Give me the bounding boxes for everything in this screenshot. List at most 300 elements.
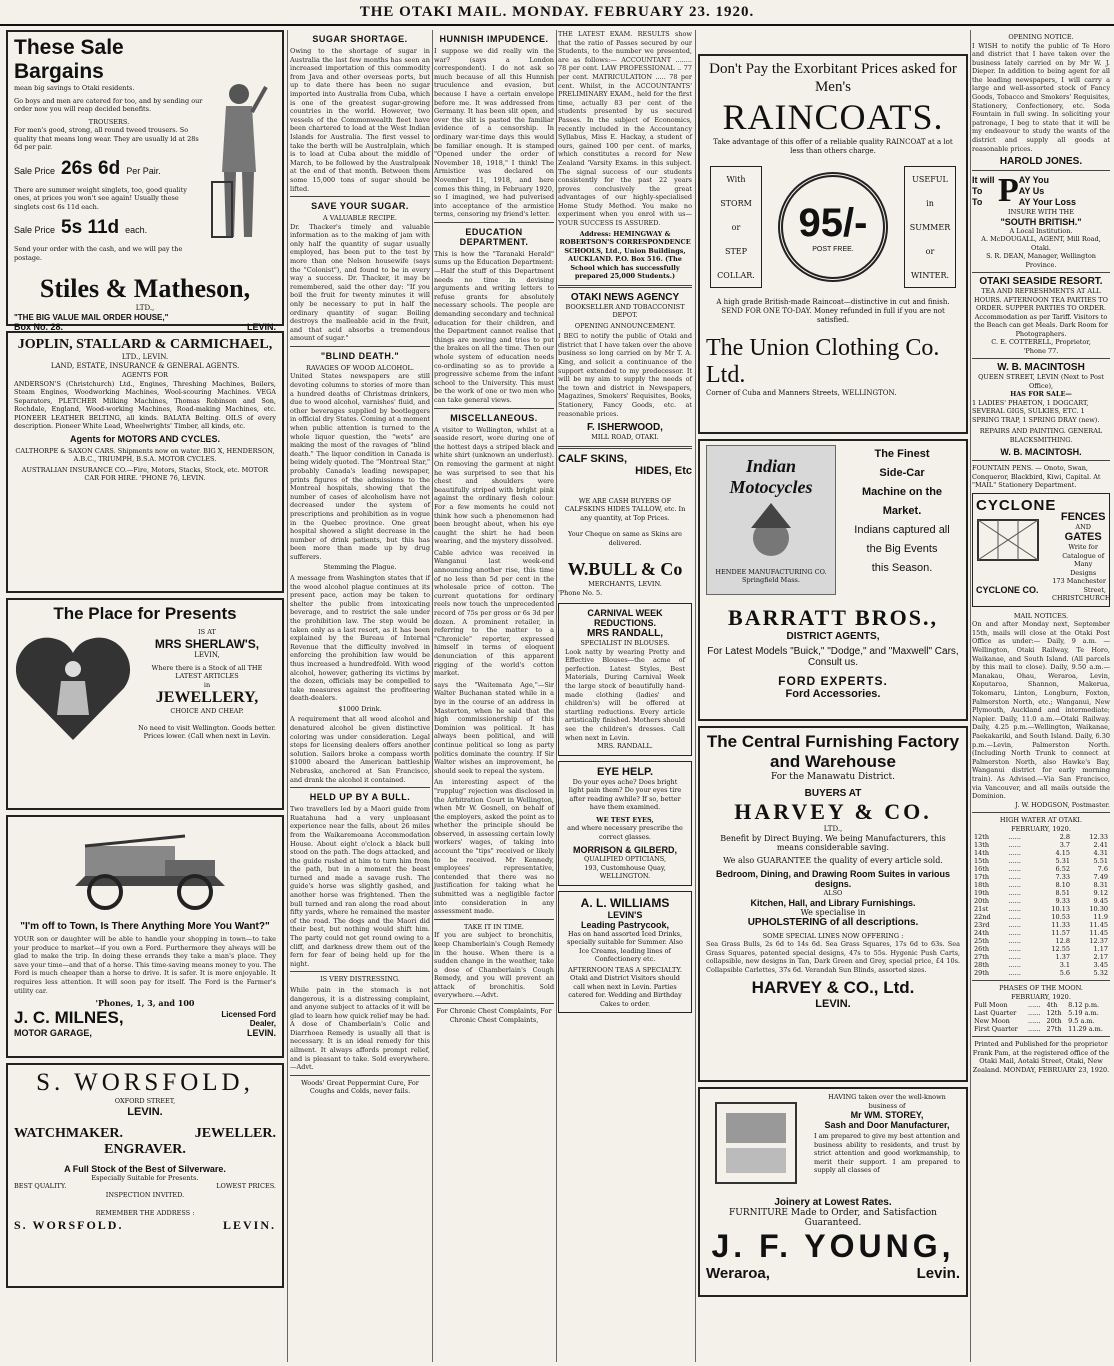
young-name: J. F. YOUNG,	[711, 1228, 955, 1264]
tide-row	[972, 913, 1110, 921]
harvey-name-2: HARVEY & CO., Ltd.	[751, 978, 915, 998]
opening-heading: OPENING NOTICE.	[1008, 33, 1074, 41]
agent-text: A. McDOUGALL, AGENT, Mill Road, Otaki.	[981, 235, 1101, 252]
dean-text: S. R. DEAN, Manager, Wellington Province.	[986, 252, 1096, 269]
column-divider	[695, 30, 696, 1362]
joplin-sub2: LAND, ESTATE, INSURANCE & GENERAL AGENTS.	[50, 362, 240, 370]
table-cell: 8.10	[1055, 881, 1071, 890]
table-cell: 4.31	[1093, 849, 1108, 858]
article-subheading: RAVAGES OF WOOD ALCOHOL.	[306, 363, 414, 372]
tide-row	[972, 937, 1110, 945]
table-cell: ......	[1008, 969, 1021, 978]
feature-text: With	[726, 174, 746, 184]
table-cell: Last Quarter	[974, 1009, 1017, 1018]
sale-body: Go boys and men are catered for too, and by sending our order now you will reap decided benefits.	[14, 96, 203, 113]
column-divider	[556, 30, 557, 1362]
article-heading: SAVE YOUR SUGAR.	[311, 201, 409, 212]
eye-addr: 193, Customhouse Quay, WELLINGTON.	[584, 863, 666, 881]
man-illustration	[204, 72, 274, 252]
joplin-agents: AGENTS FOR	[122, 371, 168, 379]
carnival-ad	[558, 603, 692, 756]
table-cell: ......	[1008, 913, 1021, 922]
worsfold-jeweller: JEWELLER.	[194, 1125, 276, 1141]
big-p-icon: P	[998, 172, 1019, 210]
pay-text: To	[972, 185, 983, 196]
raincoats-desc: A high grade British-made Raincoat—distinctive in cut and finish. SEND FOR ONE TO-DAY. Money refunded in full if you are not satisfied.	[716, 298, 950, 324]
tide-row	[972, 961, 1110, 969]
article-heading: MISCELLANEOUS.	[450, 412, 538, 423]
raincoats-ad	[698, 54, 968, 434]
pay-text: To	[972, 196, 983, 207]
harvey-kitchen: Kitchen, Hall, and Library Furnishings.	[750, 897, 916, 908]
table-cell: ......	[1008, 929, 1021, 938]
footer-note: For Chronic Chest Complaints, For Chronic Chest Complaints,	[436, 1007, 552, 1024]
williams-ad	[558, 891, 692, 1014]
furniture-illustration	[706, 1093, 806, 1193]
price-label: Sale Price	[14, 225, 56, 235]
resort-heading: OTAKI SEASIDE RESORT.	[979, 276, 1103, 288]
raincoats-sub: Take advantage of this offer of a reliable quality RAINCOAT at a lot less than others charge.	[713, 138, 953, 155]
table-cell: ......	[1008, 833, 1021, 842]
table-cell: 2.8	[1059, 833, 1071, 842]
cyclone-co: CYCLONE CO.	[976, 584, 1039, 595]
carnival-sign: MRS. RANDALL.	[597, 742, 653, 751]
moon-row	[972, 1017, 1110, 1025]
article-heading: HELD UP BY A BULL.	[309, 792, 411, 803]
table-cell: ......	[1027, 1017, 1041, 1026]
table-cell: 5.51	[1093, 857, 1108, 866]
feature-text: STORM	[720, 198, 752, 208]
williams-text: Has on hand assorted Iced Drinks, specially suitable for Summer. Also Ice Creams, leading lines of Confectionery etc.	[567, 929, 683, 964]
williams-tea: AFTERNOON TEAS A SPECIALTY.	[568, 965, 682, 974]
table-cell: 11.9	[1093, 913, 1108, 922]
table-cell: 24th	[974, 929, 990, 938]
masthead-rule	[0, 24, 1114, 26]
table-cell: 11.33	[1051, 921, 1071, 930]
column-2	[290, 30, 430, 1362]
tide-row	[972, 953, 1110, 961]
barratt-text: For Latest Models "Buick," "Dodge," and "Maxwell" Cars, Consult us.	[707, 646, 959, 668]
price-circle	[778, 172, 888, 282]
table-cell: 12.33	[1089, 833, 1108, 842]
exam-address: Address: HEMINGWAY & ROBERTSON'S CORRESPONDENCE SCHOOLS, Ltd., Union Buildings, AUCKLAND. P.O. Box 516. (The School which has successfully prepared 25,000 Students.)	[559, 229, 691, 281]
article-text: United States newspapers are still devoting columns to stories of more than a hundred deaths of Christmas drinkers, due to wood alcohol, varnishes' fluid, and other beverages supplied by bootleggers in official dry States. Coming at a moment when public attention is turned to the whole liquor question, the "wets" are making the most of the ravages of "blind death." The liquor condition in Canada is being widely quoted. The "Montreal Star," probably Canada's leading newspaper, prints figures of the admissions to the Montreal hospitals, showing that the number of cases of alcoholism have not decreased under the system of prescriptions and prohibition as in vogue in the Quebec province. One great hospital showed a slight decrease in the number of drink patients, but this has been more than made up by drug sufferers.	[290, 372, 430, 561]
table-cell: ......	[1008, 889, 1021, 898]
table-cell: ......	[1008, 921, 1021, 930]
worsfold-stock: A Full Stock of the Best of Silverware.	[64, 1163, 226, 1174]
eye-glass: and where necessary prescribe the correct glasses.	[567, 824, 683, 841]
table-cell: ......	[1008, 873, 1021, 882]
presents-where: Where there is a Stock of all THE LATEST ARTICLES	[151, 663, 263, 680]
footer-note: Woods' Great Peppermint Cure, For Coughs and Colds, never fails.	[301, 1078, 419, 1096]
bull-name: W.BULL & Co	[567, 559, 683, 580]
feature-text: or	[731, 222, 741, 232]
raincoats-title: RAINCOATS.	[722, 97, 944, 137]
moon-table	[972, 1001, 1110, 1033]
table-cell: 21st	[974, 905, 989, 914]
williams-name: A. L. WILLIAMS	[580, 895, 670, 910]
table-cell: 7.6	[1097, 865, 1108, 874]
news-agency-sub: BOOKSELLER AND TOBACCONIST DEPOT.	[565, 302, 685, 320]
singlets-text: There are summer weight singlets, too, good quality ones, at prices you won't see again! Usually these singlets cost 6s 11d each.	[14, 185, 187, 211]
pay-text: AY Your Loss	[1018, 196, 1076, 207]
calf-note: Your Cheque on same as Skins are delivered.	[568, 530, 682, 547]
milnes-garage: MOTOR GARAGE,	[14, 1028, 92, 1039]
cyclone-note: Write for Catalogue of Many Designs	[1062, 543, 1105, 577]
table-cell: 10.13	[1051, 905, 1071, 914]
milnes-town: LEVIN.	[246, 1028, 276, 1039]
mail-heading: MAIL NOTICES.	[1013, 611, 1069, 620]
table-cell: 9.12	[1093, 889, 1108, 898]
article-subheading: $1000 Drink.	[338, 704, 382, 713]
table-cell: ......	[1008, 961, 1021, 970]
cyclone-title: CYCLONE	[976, 496, 1057, 514]
table-cell: First Quarter	[974, 1025, 1018, 1034]
tide-row	[972, 897, 1110, 905]
table-cell: New Moon	[974, 1017, 1010, 1026]
indian-chief-icon	[736, 498, 806, 568]
mac-sale: HAS FOR SALE—	[1010, 390, 1072, 399]
stiles-ltd: LTD.,	[135, 304, 155, 312]
news-agency-heading: OTAKI NEWS AGENCY	[570, 291, 680, 303]
tide-row	[972, 969, 1110, 977]
table-cell: 20th	[1046, 1017, 1062, 1026]
worsfold-suitable: Especially Suitable for Presents.	[91, 1173, 199, 1182]
harvey-lines-head: SOME SPECIAL LINES NOW OFFERING :	[762, 931, 904, 940]
presents-title: The Place for Presents	[53, 604, 237, 623]
cyclone-addr: 173 Manchester Street, CHRISTCHURCH	[1052, 577, 1111, 603]
raincoat-price: 95/-	[798, 201, 868, 245]
feature-text: STEP	[724, 246, 748, 256]
presents-ad	[6, 598, 284, 810]
trousers-text: For men's good, strong, all round tweed trousers. So quality that means long wear. They are usually ld at 28s 6d per pair.	[14, 126, 199, 151]
milnes-caption: "I'm off to Town, Is There Anything More You Want?"	[20, 921, 270, 932]
carnival-spec: SPECIALIST IN BLOUSES.	[580, 639, 670, 648]
mac-items: 1 LADIES' PHAETON, 1 DOGCART, SEVERAL GIGS, SULKIES, ETC. 1 SPRING TRAP, 1 SPRING DRAY (new).	[972, 398, 1100, 424]
article-text: This is how the "Taranaki Herald" sums up the Education Department:—Half the stuff of this Department needs no time in devising arguments and writing letters to refuse grants for absolutely necessary schools. The people are demanding secondary and technical education for their children, and the Department cannot realise that things are moving and tries to put the brakes on all the time. Then our whole system of education needs co-ordinating so as to provide a progressive scheme from the infant school to the University. This must be the work of one or two men who can take general views.	[434, 249, 554, 404]
indian-maker: HENDEE MANUFACTURING CO. Springfield Mass.	[715, 567, 827, 584]
harvey-also: ALSO	[823, 889, 843, 897]
worsfold-remember: REMEMBER THE ADDRESS :	[95, 1209, 195, 1217]
local-inst: A Local Institution.	[1009, 226, 1073, 235]
table-cell: 11.57	[1051, 929, 1071, 938]
tide-heading: HIGH WATER AT OTAKI.	[999, 816, 1083, 825]
table-cell: 8.51	[1055, 889, 1071, 898]
table-cell: 26th	[974, 945, 990, 954]
table-cell: 12th	[1046, 1009, 1062, 1018]
table-cell: ......	[1008, 865, 1021, 874]
column-1	[6, 30, 284, 1362]
news-agency-name: F. ISHERWOOD,	[587, 422, 663, 434]
ford-car-illustration	[14, 821, 276, 921]
stiles-town: LEVIN.	[246, 322, 276, 332]
milnes-phones: 'Phones, 1, 3, and 100	[95, 998, 195, 1009]
news-agency-addr: MILL ROAD, OTAKI.	[591, 433, 659, 442]
table-cell: 5.6	[1059, 969, 1071, 978]
young-place: Weraroa,	[706, 1265, 770, 1282]
eye-help-ad	[558, 761, 692, 886]
milnes-ad	[6, 815, 284, 1058]
young-ad	[698, 1087, 968, 1297]
young-town: Levin.	[916, 1265, 960, 1282]
mail-sign: J. W. HODGSON, Postmaster.	[1015, 800, 1110, 809]
price-value: 26s 6d	[61, 157, 121, 179]
mac-sign: W. B. MACINTOSH.	[1000, 447, 1082, 458]
table-cell: 3.1	[1059, 961, 1071, 970]
table-cell: 10.30	[1089, 905, 1108, 914]
table-cell: 11.45	[1089, 921, 1108, 930]
table-cell: 5.19 a.m.	[1068, 1009, 1099, 1018]
table-cell: 23rd	[974, 921, 990, 930]
sale-bargains-ad	[6, 30, 284, 332]
table-cell: 11.45	[1089, 929, 1108, 938]
table-cell: ......	[1027, 1001, 1041, 1010]
tide-month: FEBRUARY, 1920.	[1011, 824, 1071, 833]
feature-text: WINTER.	[910, 270, 950, 280]
bull-sub: MERCHANTS, LEVIN.	[588, 580, 662, 589]
article-text: If you are subject to bronchitis, keep Chamberlain's Cough Remedy in the house. When there is a sudden change in the weather, take a dose of Chamberlain's Cough Remedy, and you will prevent an attack of bronchitis. Sold everywhere.—Advt.	[434, 931, 554, 1000]
article-heading: "BLIND DEATH."	[320, 350, 400, 361]
table-cell: 12.37	[1089, 937, 1108, 946]
raincoats-heading: Don't Pay the Exorbitant Prices asked for Men's	[709, 61, 957, 95]
eye-heading: EYE HELP.	[596, 765, 654, 778]
harvey-lines-text: Sea Grass Bulls, 2s 6d to 14s 6d. Sea Grass Squares, 17s 6d to 63s. Sea Grass Squares, patented special designs, 47s to 55s. Hygenic Push Carts, collapsible, new designs in Tan, Dark Green and Grey, special price, £4 10s. Collapsible Carlettes, 37s 6d. Verandah Sun Blinds, assorted sizes.	[706, 940, 960, 974]
table-cell: 20th	[974, 897, 990, 906]
presents-need: No need to visit Wellington. Goods better. Prices lower. (Call when next in Levin.	[138, 723, 276, 740]
table-cell: 29th	[974, 969, 990, 978]
table-cell: 18th	[974, 881, 990, 890]
table-cell: 3.7	[1059, 841, 1071, 850]
tide-row	[972, 889, 1110, 897]
opening-text: I WISH to notify the public of Te Horo and district that I have taken over the business lately carried on by Mr W. J. Dieper. In addition to being agent for all the leading newspapers, I will carry a large and well-assorted stock of Fancy Goods, Tobacco and Smokers' Requisites, Stationery, Confectionery, etc. Soda Fountain in full swing. In soliciting your patronage, I beg to state that it will be my endeavour to study the wants of the district and supply all goods at reasonable prices.	[972, 41, 1110, 153]
table-cell: 9.33	[1055, 897, 1071, 906]
article-subheading: TAKE IT IN TIME.	[463, 922, 524, 931]
article-subheading: IS VERY DISTRESSING.	[320, 975, 400, 984]
column-5	[698, 30, 968, 1362]
pens-text: FOUNTAIN PENS. — Onoto, Swan, Conqueror, Blackbird, Kiwi, Capital. At "MAIL" Stationery Department.	[972, 464, 1101, 490]
table-cell: 27th	[974, 953, 990, 962]
news-agency-open: OPENING ANNOUNCEMENT.	[574, 321, 676, 330]
table-cell: 16th	[974, 865, 990, 874]
article-heading: SUGAR SHORTAGE.	[312, 34, 408, 44]
mail-text: On and after Monday next, September 15th, mails will close at the Otaki Post Office as under:— Daily, 9 a.m. — Wellington, Otaki Railway, Te Horo, Waikanae, and South Island. (All parcels by this mail to close). Daily, 9.50 a.m.—Manakau, Ohau, Weraroa, Levin, Koputaroa, Shannon, Makerua, Tokomaru, Linton, Longburn, Foxton, Palmerston North, etc.; Wanganui, New Plymouth, Auckland and intermediate; Napier. Daily, 11.0 a.m.—Otaki Railway. Daily, 4.25 p.m.—Wellington, Waikanae, Paekakariki, and South Island. Daily, 6.30 p.m.—Levin, Palmerston North. (Including North Trunk to connect at Palmerston North, also Hawke's Bay, Wanganui district for early morning train). As Advised.—Via San Francisco, via Vancouver, and all mails outside the Dominion.	[972, 620, 1110, 801]
table-cell: 28th	[974, 961, 990, 970]
harvey-guarantee: We also GUARANTEE the quality of every article sold.	[723, 856, 943, 865]
price-label: Sale Price	[14, 165, 56, 176]
cyclone-ad	[972, 493, 1110, 607]
barratt-sub: DISTRICT AGENTS,	[786, 631, 880, 642]
sidecar-line: Machine on the	[861, 486, 943, 498]
price-unit: Per Pair.	[126, 165, 161, 176]
table-cell: 17th	[974, 873, 990, 882]
worsfold-quality: BEST QUALITY.	[14, 1182, 67, 1190]
column-6	[972, 30, 1110, 1362]
tide-row	[972, 849, 1110, 857]
article-text: I suppose we did really win the war? (says a London correspondent). I do not ask so much because of all this Hunnish truculence and evasion, but because I have a certain envelope before me. It was addressed from Germany. It has been slit open, and over the slit is pasted the familiar evidence of a censorship. In ordinary war-time days this would be familiar enough. It is stamped "Opened under the order of November 18, 1918," I think! The Armistice was declared on November 11, 1918, and here comes this thing, in February 1920, so I imagined, we had pulverised into acceptance of the armistice terms, censoring my friend's letter.	[434, 47, 554, 219]
pay-text: AY Us	[1018, 185, 1045, 196]
central-heading: The Central Furnishing Factory and Warehouse	[706, 732, 960, 771]
calf-heading: CALF SKINS,	[558, 452, 628, 465]
table-cell: 27th	[1046, 1025, 1062, 1034]
ford-experts: FORD EXPERTS.	[778, 674, 888, 688]
table-cell: 2.41	[1093, 841, 1108, 850]
cyclone-gates: GATES	[1064, 531, 1102, 544]
masthead: THE OTAKI MAIL. MONDAY. FEBRUARY 23. 1920.	[359, 4, 755, 20]
table-cell: 10.53	[1051, 913, 1071, 922]
table-cell: 7.49	[1093, 873, 1108, 882]
pay-text: AY You	[1018, 174, 1049, 185]
sidecar-line: this Season.	[871, 562, 933, 574]
joplin-sub: LTD., LEVIN.	[121, 353, 169, 361]
moon-heading: PHASES OF THE MOON.	[999, 984, 1083, 993]
tide-row	[972, 945, 1110, 953]
column-3	[434, 30, 554, 1362]
union-name: The Union Clothing Co. Ltd.	[706, 335, 940, 388]
column-divider	[432, 30, 433, 1362]
young-trade: Sash and Door Manufacturer,	[824, 1120, 950, 1130]
tide-row	[972, 881, 1110, 889]
harvey-benefit: Benefit by Direct Buying. We being Manufacturers, this means considerable saving.	[720, 834, 946, 852]
table-cell: 11.29 a.m.	[1068, 1025, 1103, 1034]
worsfold-addr-name: S. WORSFOLD.	[14, 1217, 124, 1232]
sidecar-line: Market.	[882, 505, 922, 517]
cyclone-fences: FENCES	[1060, 510, 1106, 523]
harvey-name: HARVEY & CO.	[734, 799, 932, 824]
feature-text: USEFUL	[912, 174, 948, 184]
article-text: Two travellers led by a Maori guide from Ruatahuna had a very unpleasant experience near the falls, about 26 miles from the Waikaremoana Accommodation House. About eight o'clock a black bull stood on the path. The dogs attacked, and the guide rushed at him to turn him from the path, but in a moment the beast turned and made a savage rush. The guide's horse was slightly gashed, and another horse was frightened. Then the bull turned and ran along the road about fifty yards, where he remained the master of the road. The dogs and the Maori did their best, but nothing would shift him. The party could not get round owing to a cliff, and darkness drew them out of the fern for fear of being held up for the night.	[290, 805, 430, 968]
article-subheading: Stemming the Plague.	[323, 563, 397, 572]
milnes-licensed: Licensed Ford Dealer,	[221, 1010, 276, 1029]
harvey-ad	[698, 726, 968, 1082]
exam-results-text: THE LATEST EXAM. RESULTS show that the ratio of Passes secured by our Students, to the number we presented, are as follows:— ACCOUNTANT ........ 78 per cent. LAW PROFESSIONAL .. 77 per cent. MATRICULATION ..... 78 per cent. Whilst, in the ACCOUNTANTS' PRELIMINARY EXAM., held for the first time, actually 83 per cent of the students presented by us secured Passes. In the subject of Economics, recently included in the Accountancy Syllabus, Miss E. Hackay, a student of ours, gained 100 per cent. of marks, which constitutes a record for New Zealand 'Varsity Exams. in this subject. The signal success of our students consistently for the past 22 years proves conclusively the great advantages of our highly-specialised Home Study Method. You make no experiment when you enrol with us—YOUR SUCCESS IS ASSURED.	[558, 30, 692, 228]
feature-text: or	[925, 246, 935, 256]
table-cell: 22nd	[974, 913, 991, 922]
joplin-body: ANDERSON'S (Christchurch) Ltd., Engines, Threshing Machines, Boilers, Steam Engines, Woodworking Machines, Wool-scouring Machines. VEGA Separators, PLETCHER Milking Machines, Thomas Robinson and Son, Rochdale, England, Wood-working Machines, Road-making Machines, etc. PIONEER LEATHER BELTING, all kinds. BALATA Belting. OILS of every description. Pioneer White Lead, Wheelwrights' Timber, all kinds, etc.	[14, 379, 276, 430]
tide-row	[972, 921, 1110, 929]
harvey-bedroom: Bedroom, Dining, and Drawing Room Suites in various designs.	[715, 869, 951, 889]
table-cell: 1.17	[1093, 945, 1108, 954]
opening-name: HAROLD JONES.	[999, 156, 1083, 168]
presents-in: in	[203, 680, 211, 689]
harvey-uphol: UPHOLSTERING of all descriptions.	[747, 916, 919, 928]
worsfold-street: OXFORD STREET,	[114, 1097, 176, 1105]
moon-row	[972, 1025, 1110, 1033]
presents-is-at: IS AT	[198, 628, 216, 636]
feature-text: COLLAR.	[717, 270, 755, 280]
heart-illustration	[14, 628, 132, 746]
worsfold-watchmaker: WATCHMAKER.	[14, 1125, 124, 1141]
joplin-insurance: AUSTRALIAN INSURANCE CO.—Fire, Motors, Stacks, Stock, etc. MOTOR CAR FOR HIRE. 'PHONE 76, LEVIN.	[21, 465, 269, 482]
table-cell: 19th	[974, 889, 990, 898]
table-cell: 6.52	[1055, 865, 1071, 874]
sidecar-line: The Finest	[874, 448, 930, 460]
table-cell: 5.32	[1093, 969, 1108, 978]
central-sub: For the Manawatu District.	[770, 772, 896, 782]
table-cell: ......	[1027, 1009, 1041, 1018]
table-cell: 2.17	[1093, 953, 1108, 962]
presents-town: LEVIN,	[194, 650, 220, 659]
carnival-name: MRS RANDALL,	[586, 628, 664, 640]
table-cell: 12.55	[1051, 945, 1071, 954]
williams-cook: Leading Pastrycook,	[580, 919, 670, 930]
resort-phone: 'Phone 77.	[1023, 346, 1059, 355]
resort-text: TEA AND REFRESHMENTS AT ALL HOURS. AFTERNOON TEA PARTIES TO ORDER. SUPPER PARTIES TO ORDER. Accommodation as per Tariff. Visitors to the Beach can get Meals. Dark Room for Photographers.	[973, 287, 1109, 338]
article-text: Cable advice was received in Wanganui last week-end announcing another rise, this time of no less than 5d per cent in the wholesale price of cotton. The current quotations for ordinary reels now touch the unprecedented record of 75s per gross or 6s 3d per dozen. A prominent retailer, in referring to the matter to a "Chronicle" reporter, expressed himself in terms of eloquent denunciation of this apparent rigging of the world's cotton market.	[434, 548, 554, 678]
cyclone-and: AND	[1075, 522, 1091, 531]
carnival-text: Look natty by wearing Pretty and Effective Blouses—the acme of perfection. Latest Styles, Best Materials, During Carnival Week the large stock of beautifully hand-made clothing (ladies' and children's) will be offered at startling reductions. Every article artistically finished. Mothers should see the children's dresses. Call when next in Levin.	[565, 647, 685, 742]
price-unit: each.	[125, 225, 148, 235]
raincoat-feature-box-right	[904, 166, 956, 288]
table-cell: ......	[1008, 881, 1021, 890]
young-text: HAVING taken over the well-known business of	[828, 1093, 946, 1110]
joplin-title: JOPLIN, STALLARD & CARMICHAEL,	[17, 337, 273, 352]
carnival-heading: CARNIVAL WEEK REDUCTIONS.	[587, 608, 663, 629]
stiles-name: Stiles & Matheson,	[39, 274, 251, 303]
calf-heading-2: HIDES, Etc	[635, 464, 692, 477]
column-4	[558, 30, 692, 1362]
article-text: An interesting aspect of the "rupplug" rejection was disclosed in the Arbitration Court in Wellington, when Mr W. Gosnell, on behalf of the employers, asked the point as to whether the principle should be observed, in assessing certain lowly workers' wages, of taking into account the "tips" received or likely to be received. Mr Kennedy, employees' representative, contended that there was no justification for taking what he submitted was a negligible factor into consideration in any assessment made.	[434, 778, 554, 916]
article-text: Owing to the shortage of sugar in Australia the last few months has seen an increased importation of this commodity from Java and other overseas ports, but up to date there has been no sugar imported into Australia from Cuba, which is one of the greatest sugar-growing countries in the world. However, two vessels of the Commonwealth fleet have been chartered to load at the West Indian Islands for Australia. The first vessel to take the berth will be Australplain, which is to load at Cuba about the middle of March, to be followed by the Australpeak at the end of that month. Between them some 15,000 tons of sugar should be lifted.	[290, 47, 430, 193]
article-text: While pain in the stomach is not dangerous, it is a distressing complaint, and anyone subject to attacks of it will be glad to learn how quick relief may be had. A dose of Chamberlain's Colic and Diarrhoea Remedy is usually all that is necessary. It is an ideal remedy for this ailment. It always affords prompt relief, and is pleasant to take. Sold everywhere.—Advt.	[290, 985, 430, 1072]
table-cell: 14th	[974, 849, 990, 858]
article-text: A message from Washington states that if the wood alcohol plague continues at its present pace, action may be taken to shelter the public from intoxicating beverage, and to restrict the sale under the prohibition law. The step would be taken only as a last resort, as it has been explained by the Bureau of Internal Revenue that the difficulty involved in enforcing the prohibition law would be thus increased a hundredfold. With wood alcohol, however, gathering its victims by the dozen, officials may be compelled to take measures against the profiteering death-dealers.	[290, 573, 430, 703]
worsfold-addr-town: LEVIN.	[222, 1217, 276, 1232]
tide-row	[972, 857, 1110, 865]
article-text: A visitor to Wellington, whilst at a seaside resort, wore during one of the hottest days a striped black and white shirt (unknown an underlust). On removing the garment at night he was surprised to see that his chest and shoulders were beautifully striped with bright pink against the ordinary flesh colour. For a few moments he could not think how such a phenomenon had been brought about, when his eye caught the shirt he had been wearing, and the mystery dissolved.	[434, 425, 554, 546]
milnes-body: YOUR son or daughter will be able to handle your shopping in town—to take your produce to market—if you own a Ford. Furthermore they always will be glad to make the trip. In doing these errands they take a man's place. They save your time—and that of a horse. This time-saving means money to you. The Ford is much cheaper than a horse to drive. It is safer. It is more enjoyable. It requires less attention. It will soon pay for itself. The Ford is the Farmer's utility car.	[14, 935, 276, 995]
tide-row	[972, 905, 1110, 913]
table-cell: ......	[1008, 905, 1021, 914]
article-text: A requirement that all wood alcohol and denatured alcohol be given distinctive coloring was under consideration. Legal steps for licensing dealers offers another solution. Sailors broke a compass worth $1000 aboard the American battleship Nebraska, anchored at San Francisco, and drank the alcohol it contained.	[290, 715, 430, 784]
worsfold-engraver: ENGRAVER.	[104, 1141, 186, 1157]
send-note: Send your order with the cash, and we will pay the postage.	[14, 245, 183, 262]
news-agency-text: I BEG to notify the public of Otaki and district that I have taken over the above business so long carried on by Mr T. A. King, and solicit a continuance of the support extended to my predecessor. It will be my aim to supply the needs of the town and district in Newspapers, Magazines, Smokers' Requisites, Books, Stationery, Fancy Goods, etc. at reasonable prices.	[558, 332, 692, 418]
ford-accessories: Ford Accessories.	[785, 688, 881, 700]
table-cell: ......	[1027, 1025, 1041, 1034]
mac-name: W. B. MACINTOSH	[997, 362, 1085, 374]
joplin-ad	[6, 331, 284, 593]
pay-text: It will	[972, 174, 995, 185]
joplin-motors: Agents for MOTORS AND CYCLES.	[69, 433, 220, 444]
sidecar-line: Side-Car	[879, 467, 925, 479]
insure-text: INSURE WITH THE	[1008, 208, 1074, 217]
worsfold-town: LEVIN.	[127, 1105, 163, 1118]
tide-table	[972, 833, 1110, 977]
stiles-box: Box No. 28.	[14, 322, 64, 332]
calf-text: WE ARE CASH BUYERS OF CALFSKINS HIDES TALLOW, etc. In any quantity, at Top Prices.	[564, 496, 686, 522]
table-cell: ......	[1008, 945, 1021, 954]
harvey-special: We specialise in	[800, 907, 866, 917]
resort-name: C. E. COTTERELL, Proprietor,	[991, 338, 1091, 347]
mac-addr: QUEEN STREET, LEVIN (Next to Post Office),	[978, 373, 1104, 390]
presents-jewellery: JEWELLERY,	[155, 689, 259, 706]
williams-visit: Otaki and District Visitors should call when next in Levin. Parties catered for. Wedding and Birthday Cakes to order.	[568, 974, 682, 1008]
sale-title: These Sale Bargains	[14, 36, 124, 83]
eye-text: Do your eyes ache? Does bright light pain them? Do your eyes tire after reading awhile? If so, better have them examined.	[568, 777, 682, 812]
table-cell: 4th	[1046, 1001, 1058, 1010]
table-cell: 5.31	[1055, 857, 1071, 866]
article-subheading: A VALUABLE RECIPE.	[323, 214, 397, 223]
feature-text: SUMMER	[909, 222, 951, 232]
table-cell: 9.5 a.m.	[1068, 1017, 1095, 1026]
moon-row	[972, 1009, 1110, 1017]
young-furniture: FURNITURE Made to Order, and Satisfaction Guaranteed.	[729, 1208, 937, 1228]
buyers-at: BUYERS AT	[804, 788, 862, 799]
worsfold-name: S. WORSFOLD,	[36, 1069, 254, 1096]
table-cell: 13th	[974, 841, 990, 850]
barratt-name: BARRATT BROS.,	[728, 605, 938, 630]
table-cell: ......	[1008, 953, 1021, 962]
